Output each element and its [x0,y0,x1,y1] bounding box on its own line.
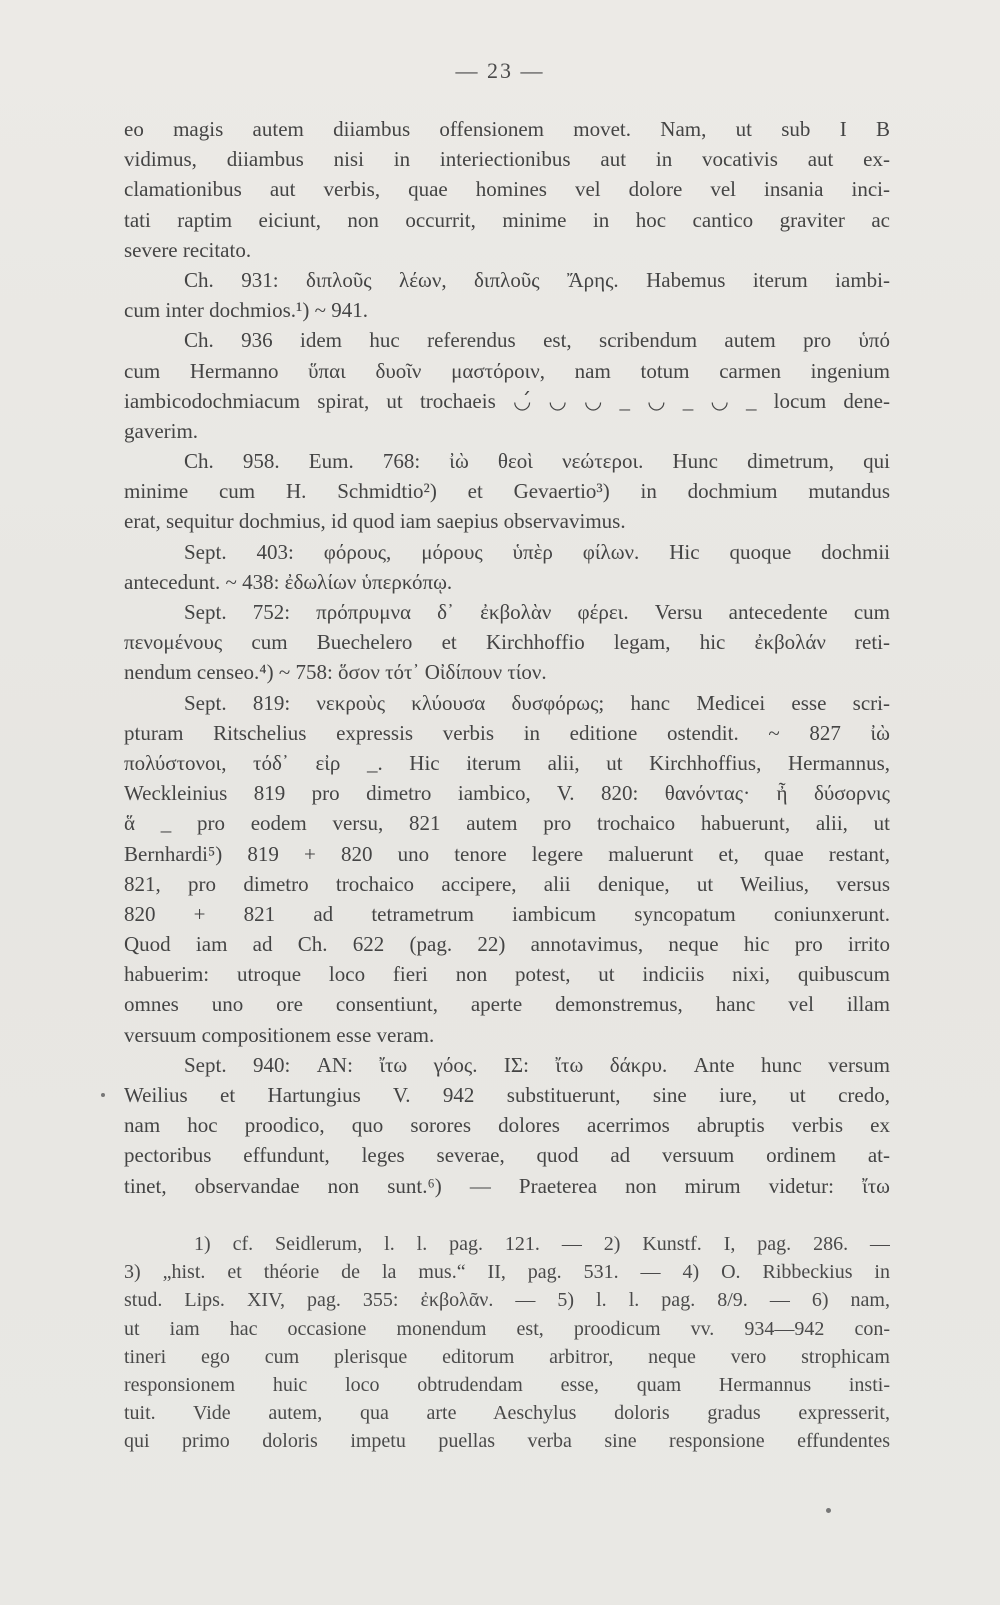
text-line: tinet, observandae non sunt.⁶) — Praeterea non mirum videtur: ἴτω [124,1173,890,1198]
text-line: vidimus, diiambus nisi in interiectionibus aut in vocativis aut ex- [124,147,890,172]
text-line: Weilius et Hartungius V. 942 substituerunt, sine iure, ut credo, [124,1083,890,1107]
text-line: cum inter dochmios.¹) ~ 941. [124,298,368,323]
footnote-line: tuit. Vide autem, qua arte Aeschylus doloris gradus expresserit, [124,1402,890,1425]
text-line: nendum censeo.⁴) ~ 758: ὅσον τότ᾽ Οἰδίπουν τίον. [124,660,547,685]
text-line: Sept. 819: νεκροὺς κλύουσα δυσφόρως; hanc Medicei esse scri- [184,690,890,715]
text-line: πενομένους cum Buechelero et Kirchhoffio legam, hic ἐκβολάν reti- [124,630,890,655]
page-number: — 23 — [455,58,545,83]
text-line: eo magis autem diiambus offensionem movet. Nam, ut sub I B [124,117,890,141]
footnote-line: responsionem huic loco obtrudendam esse, quam Hermannus insti- [124,1373,890,1396]
footnotes [124,1230,890,1456]
text-line: πολύστονοι, τόδ᾽ εἰρ _. Hic iterum alii, ut Kirchhoffius, Hermannus, [124,750,890,775]
footnote-line: ut iam hac occasione monendum est, proodicum vv. 934—942 con- [124,1317,890,1340]
text-line: Quod iam ad Ch. 622 (pag. 22) annotavimus, neque hic pro irrito [124,932,890,957]
footnote-line: stud. Lips. XIV, pag. 355: ἐκβολᾶν. — 5) l. l. pag. 8/9. — 6) nam, [124,1289,890,1312]
footnote-line: qui primo doloris impetu puellas verba sine responsione effundentes [124,1430,890,1453]
text-line: gaverim. [124,418,199,443]
text-line: Ch. 931: διπλοῦς λέων, διπλοῦς Ἄρης. Habemus iterum iambi- [184,267,890,292]
footnote-line: tineri ego cum plerisque editorum arbitror, neque vero strophicam [124,1345,890,1368]
text-line: clamationibus aut verbis, quae homines vel dolore vel insania inci- [124,177,890,202]
text-line: nam hoc proodico, quo sorores dolores acerrimos abruptis verbis ex [124,1113,890,1138]
text-line: Bernhardi⁵) 819 + 820 uno tenore legere maluerunt et, quae restant, [124,841,890,866]
text-line: Ch. 958. Eum. 768: ἰὼ θεοὶ νεώτεροι. Hunc dimetrum, qui [184,449,890,474]
text-line: severe recitato. [124,237,252,262]
text-line: 820 + 821 ad tetrametrum iambicum syncopatum coniunxerunt. [124,901,890,926]
paper-speck [101,1093,105,1097]
text-line: Sept. 403: φόρους, μόρους ὑπὲρ φίλων. Hic quoque dochmii [184,539,890,564]
text-line: tati raptim eiciunt, non occurrit, minime in hoc cantico graviter ac [124,207,890,232]
footnote-line: 1) cf. Seidlerum, l. l. pag. 121. — 2) Kunstf. I, pag. 286. — [194,1233,890,1255]
text-line: Sept. 752: πρόπρυμνα δ᾽ ἐκβολὰν φέρει. Versu antecedente cum [184,600,890,624]
text-line: erat, sequitur dochmius, id quod iam saepius observavimus. [124,509,626,534]
text-line: habuerim: utroque loco fieri non potest, ut indiciis nixi, quibuscum [124,962,890,987]
text-line: versuum compositionem esse veram. [124,1022,435,1047]
text-line: 821, pro dimetro trochaico accipere, alii denique, ut Weilius, versus [124,871,890,896]
text-line: Weckleinius 819 pro dimetro iambico, V. 820: θανόντας· ἦ δύσορνις [124,781,890,806]
text-line: antecedunt. ~ 438: ἐδωλίων ὑπερκόπῳ. [124,569,453,594]
text-line: pturam Ritschelius expressis verbis in editione ostendit. ~ 827 ἰὼ [124,720,890,745]
text-line: Ch. 936 idem huc referendus est, scribendum autem pro ὑπό [184,328,890,353]
text-line: omnes uno ore consentiunt, aperte demonstremus, hanc vel illam [124,992,890,1017]
text-line: Sept. 940: ΑΝ: ἴτω γόος. ΙΣ: ἴτω δάκρυ. Ante hunc versum [184,1052,890,1077]
text-line: minime cum H. Schmidtio²) et Gevaertio³) in dochmium mutandus [124,479,890,504]
paper-speck [826,1508,831,1513]
text-line: pectoribus effundunt, leges severae, quod ad versuum ordinem at- [124,1143,890,1168]
footnote-line: 3) „hist. et théorie de la mus.“ II, pag. 531. — 4) O. Ribbeckius in [124,1261,890,1284]
body-text [124,114,890,1201]
text-line: cum Hermanno ὕπαι δυοῖν μαστόροιν, nam totum carmen ingenium [124,358,890,383]
text-line: iambicodochmiacum spirat, ut trochaeis ◡́ ◡ ◡ _ ◡ _ ◡ _ locum dene- [124,388,890,413]
text-line: ἅ _ pro eodem versu, 821 autem pro trochaico habuerunt, alii, ut [124,811,890,836]
